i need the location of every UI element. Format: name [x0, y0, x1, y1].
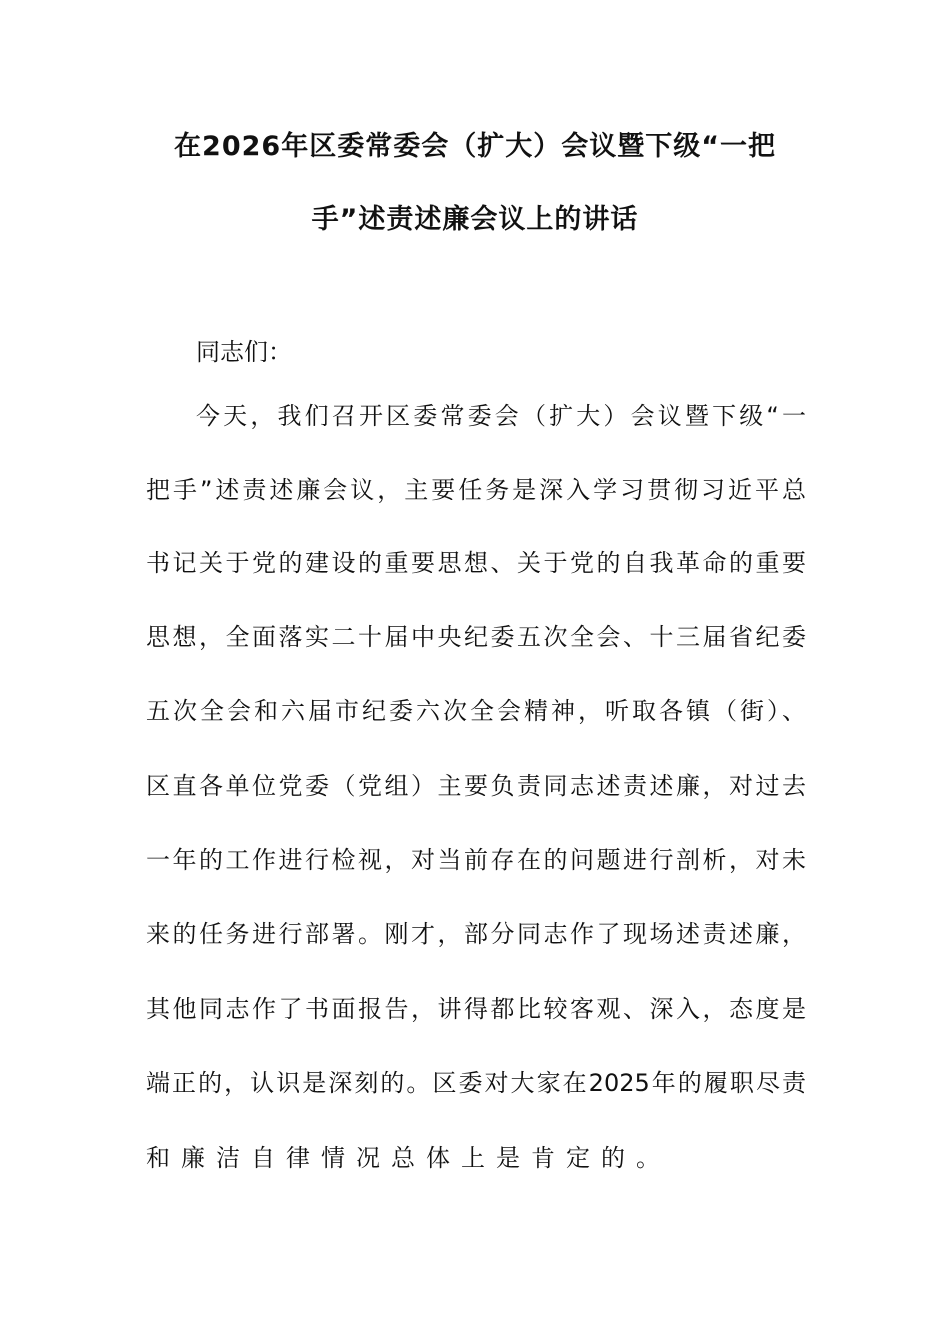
paragraph-line: 其他同志作了书面报告，讲得都比较客观、深入，态度是: [146, 995, 806, 1023]
document-title-line-1: 在2026年区委常委会（扩大）会议暨下级“一把: [174, 131, 776, 162]
paragraph-line: 来的任务进行部署。刚才，部分同志作了现场述责述廉，: [146, 920, 806, 948]
greeting: 同志们：: [196, 338, 292, 366]
paragraph-line: 区直各单位党委（党组）主要负责同志述责述廉，对过去: [146, 772, 806, 800]
paragraph-line: 端正的，认识是深刻的。区委对大家在2025年的履职尽责: [146, 1069, 806, 1097]
document-title-line-2: 手”述责述廉会议上的讲话: [311, 204, 639, 235]
paragraph-line: 书记关于党的建设的重要思想、关于党的自我革命的重要: [146, 549, 806, 577]
paragraph-line: 把手”述责述廉会议，主要任务是深入学习贯彻习近平总: [146, 476, 806, 504]
paragraph-line: 和廉洁自律情况总体上是肯定的。: [146, 1144, 671, 1172]
paragraph-line: 一年的工作进行检视，对当前存在的问题进行剖析，对未: [146, 846, 806, 874]
paragraph-line: 五次全会和六届市纪委六次全会精神，听取各镇（街）、: [146, 697, 806, 725]
paragraph-line: 思想，全面落实二十届中央纪委五次全会、十三届省纪委: [146, 623, 806, 651]
paragraph-line: 今天，我们召开区委常委会（扩大）会议暨下级“一: [196, 402, 806, 430]
